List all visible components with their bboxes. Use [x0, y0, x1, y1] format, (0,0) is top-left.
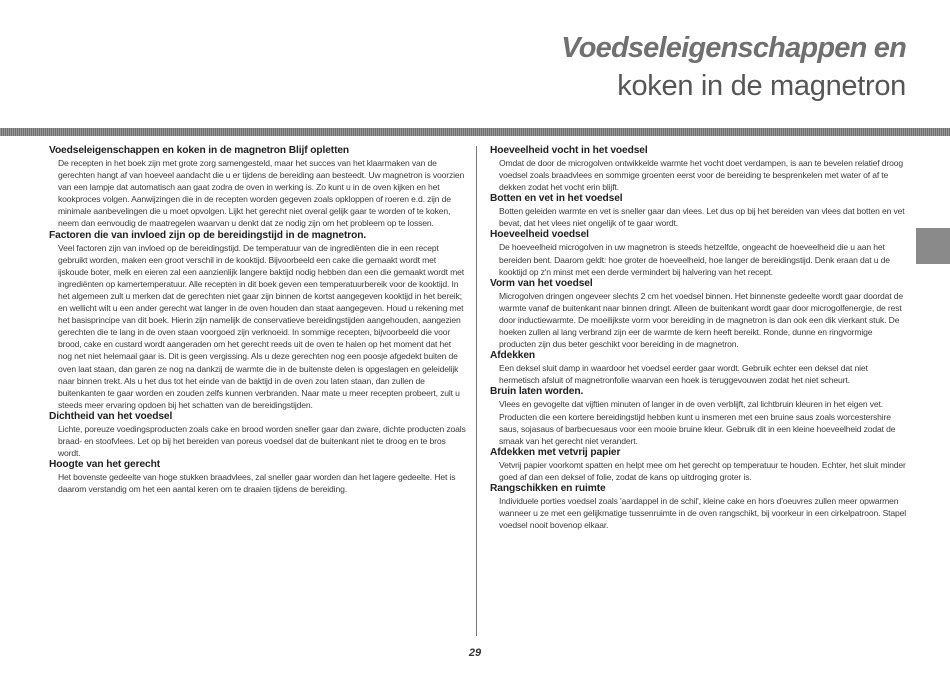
section-heading: Vorm van het voedsel	[490, 277, 593, 289]
section-text: Lichte, poreuze voedingsproducten zoals cake en brood worden sneller gaar dan zware, dichte producten zoals braad- en stoofvlees. Let op bij het bereiden van poreus voedsel dat de buitenkant niet te droog en te bros wordt.	[58, 423, 466, 459]
header-rule-bar	[0, 128, 950, 136]
section-heading: Botten en vet in het voedsel	[490, 193, 623, 205]
section-heading: Hoeveelheid vocht in het voedsel	[490, 145, 648, 156]
section-text: Botten geleiden warmte en vet is sneller gaar dan vlees. Let dus op bij het bereiden van vlees dat botten en vet bevat, dat het vlees niet ongelijk of te gaar wordt.	[499, 206, 905, 229]
column-divider	[476, 146, 477, 636]
section-heading: Factoren die van invloed zijn op de bereidingstijd in de magnetron.	[49, 229, 367, 241]
section-text: Veel factoren zijn van invloed op de bereidingstijd. De temperatuur van de ingrediënten die in een recept gebruikt worden, maken een groot verschil in de kooktijd. Bijvoorbeeld een cake die gemaakt wordt met ijskoude boter, melk en eieren zal een aanzienlijk langere baktijd nodig hebben dan een die gemaakt wordt met ingrediënten op kamertemperatuur. Alle recepten in dit boek geven een temperatuurbereik voor de kooktijd. In het algemeen zult u merken dat de gerechten niet gaar zijn binnen de kortst aangegeven kooktijd in het bereik; en wellicht wilt u een ander gerecht wat langer in de oven houden dan staat aangegeven. Houd u rekening met het basisprincipe van dit boek. Hierin zijn namelijk de conservatieve bereidingstijden aangehouden, aangezien gerechten die te lang in de oven staan voorgoed zijn verknoeid. In sommige recepten, bijvoorbeeld die voor brood, cake en custard wordt aangeraden om het gerecht reeds uit de oven te halen op het moment dat het nog net niet helemaal gaar is. Dit is geen vergissing. Als u deze gerechten nog een poosje afgedekt buiten de oven laat staan, dan garen ze nog na dankzij de warmte die in de buitenste delen is opgeslagen en geleidelijk naar binnen trekt. Als u het dus tot het einde van de baktijd in de oven zou laten staan, dan zullen de buitenkanten te gaar worden en zouden zelfs kunnen verbranden. Naar mate u meer recepten probeert, zult u steeds meer ervaring opdoen bij het schatten van de bereidingstijden.	[58, 242, 464, 410]
right-column	[490, 145, 910, 531]
section-rangschikken	[490, 483, 910, 531]
page-title-line2: koken in de magnetron	[617, 70, 906, 102]
section-bruin	[490, 386, 910, 446]
chapter-side-tab	[916, 228, 950, 264]
section-heading: Afdekken met vetvrij papier	[490, 446, 621, 458]
section-text: Vlees en gevogelte dat vijftien minuten of langer in de oven verblijft, zal lichtbruin kleuren in het eigen vet. Producten die een kortere bereidingstijd hebben kunt u insmeren met een bruine saus zoals worcestershire saus, sojasaus of barbecuesaus voor een mooie bruine kleur. Gebruik dit in een kleine hoeveelheid zodat de smaak van het gerecht niet verandert.	[499, 399, 896, 446]
section-heading: Rangschikken en ruimte	[490, 482, 606, 494]
section-heading: Bruin laten worden.	[490, 386, 584, 398]
section-text: De recepten in het boek zijn met grote zorg samengesteld, maar het succes van het klaarmaken van de gerechten hangt af van hoeveel aandacht die u er tijdens de bereiding aan besteedt. Uw magnetron is voorzien van een lampje dat automatisch aan gaat zodra de oven in werking is. Zo kunt u in de oven kijken en het kookproces volgen. Aanwijzingen die in de recepten worden gegeven zoals opkloppen of roeren e.d. zijn de minimale aanbevelingen die u moet opvolgen. Lijkt het gerecht niet overal gelijk gaar te worden of te koken, neem dan eenvoudig de maatregelen waarvan u denkt dat ze nodig zijn om het probleem op te lossen.	[58, 158, 465, 229]
section-heading: Voedseleigenschappen en koken in de magnetron Blijf opletten	[49, 145, 350, 156]
section-text: Omdat de door de microgolven ontwikkelde warmte het vocht doet verdampen, is aan te bevelen relatief droog voedsel zoals braadvlees en sommige groenten eerst voor de bereiding te besprenkelen met water of af te dekken zodat het vocht erin blijft.	[499, 158, 903, 193]
section-vetvrij-papier	[490, 447, 910, 483]
section-text: Een deksel sluit damp in waardoor het voedsel eerder gaar wordt. Gebruik echter een deksel dat niet hermetisch afsluit of magnetronfolie waarvan een hoek is teruggevouwen zodat het niet scheurt.	[499, 363, 868, 386]
section-text: De hoeveelheid microgolven in uw magnetron is steeds hetzelfde, ongeacht de hoeveelheid die u aan het bereiden bent. Daarom geldt: hoe groter de hoeveelheid, hoe langer de bereidingstijd. Denk eraan dat u de kooktijd op z'n minst met een derde vermindert bij halvering van het recept.	[499, 242, 890, 277]
section-hoeveelheid	[490, 229, 910, 277]
section-text: Vetvrij papier voorkomt spatten en helpt mee om het gerecht op temperatuur te houden. Echter, het sluit minder goed af dan een deksel of folie, zodat de kans op uitdroging groter is.	[499, 459, 906, 482]
section-heading: Hoeveelheid voedsel	[490, 229, 589, 241]
page-header	[561, 30, 906, 106]
page-title-line1: Voedseleigenschappen en	[561, 32, 906, 64]
section-afdekken	[490, 350, 910, 386]
section-blijf-opletten	[49, 145, 467, 230]
section-text: Individuele porties voedsel zoals 'aardappel in de schil', kleine cake en hors d'oeuvres zullen meer opwarmen wanneer u ze met een gelijkmatige tussenruimte in de oven rangschikt, bij voorkeur in een cirkelpatroon. Stapel voedsel nooit bovenop elkaar.	[499, 495, 907, 531]
section-botten-vet	[490, 193, 910, 229]
section-hoogte	[49, 459, 467, 495]
page-number: 29	[468, 647, 482, 659]
section-heading: Afdekken	[490, 350, 536, 362]
section-vorm	[490, 278, 910, 350]
section-heading: Hoogte van het gerecht	[49, 459, 161, 471]
left-column	[49, 145, 467, 495]
section-vocht	[490, 145, 910, 193]
section-text: Het bovenste gedeelte van hoge stukken braadvlees, zal sneller gaar worden dan het lagere gedeelte. Het is daarom verstandig om het een aantal keren om te draaien tijdens de bereiding.	[58, 472, 456, 495]
section-factoren	[49, 230, 467, 411]
section-heading: Dichtheid van het voedsel	[49, 410, 173, 422]
section-dichtheid	[49, 411, 467, 459]
section-text: Microgolven dringen ongeveer slechts 2 cm het voedsel binnen. Het binnenste gedeelte wordt gaar doordat de warmte vanaf de buitenkant naar binnen dringt. Alleen de buitenkant wordt gaar door microgolfenergie, de rest door inductiewarmte. De moeilijkste vorm voor bereiding in de magnetron is dan ook een dik vierkant stuk. De hoeken zullen al lang verbrand zijn eer de warmte de kern heeft bereikt. Ronde, dunne en ringvormige producten zijn dus beter geschikt voor bereiding in de magnetron.	[499, 290, 904, 350]
